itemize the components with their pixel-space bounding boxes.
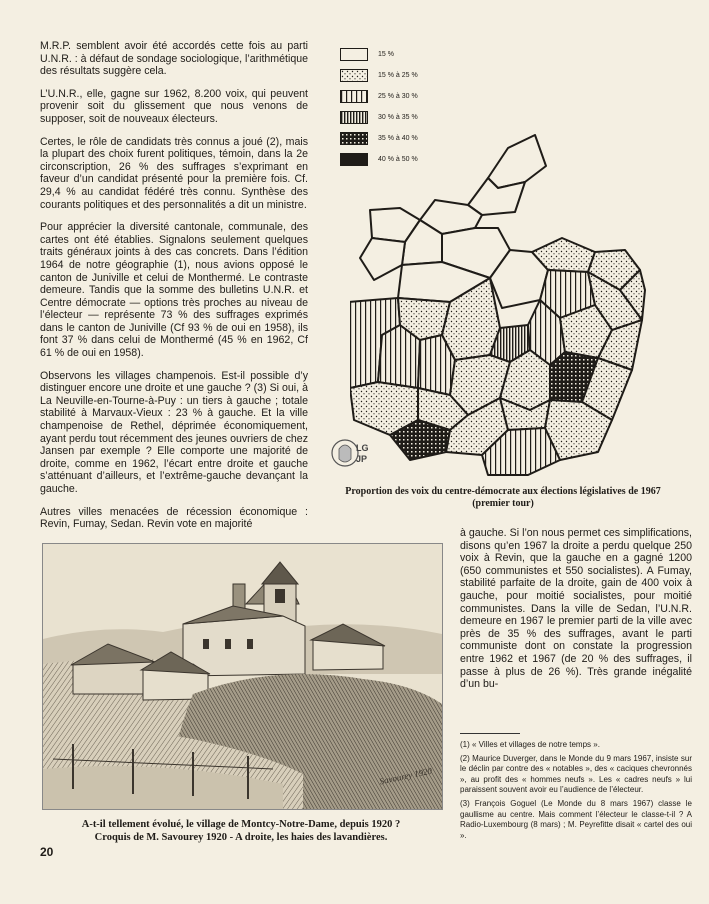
legend-label: 15 % à 25 %: [378, 72, 418, 79]
left-paragraph-3: Certes, le rôle de candidats très connus a joué (2), mais la plupart des choix furent politiques, témoin, dans la 2e circonscription, 26 % des suffrages s’exprimant en faveur d’un candidat présenté pour la première fois. Cf. 29,4 % au candidat fédéré très connu. Synthèse des courants politiques et des personnalités a dit un ministre.: [40, 135, 308, 211]
watermark-stamp: [330, 435, 370, 471]
footnote-divider: [460, 733, 520, 734]
canton-region: [488, 135, 546, 188]
legend-swatch-blank: [340, 48, 368, 61]
footnotes: [460, 740, 692, 844]
footnote-3: (3) François Goguel (Le Monde du 8 mars 1967) classe le gaullisme au centre. Mais comment l’électeur le classe-t-il ? A Radio-Luxembourg (8 mars) ; M. Peyrefitte disait « cartel des oui ».: [460, 798, 692, 840]
legend-item: [340, 68, 460, 83]
left-paragraph-1: M.R.P. semblent avoir été accordés cette fois au parti U.N.R. : à défaut de sondage sociologique, l’arithmétique des résultats suggère cela.: [40, 40, 308, 78]
legend-label: 40 % à 50 %: [378, 156, 418, 163]
legend-swatch-vlines-dense: [340, 111, 368, 124]
right-paragraph: à gauche. Si l’on nous permet ces simplifications, disons qu’en 1967 la droite a perdu quelque 250 voix à Revin, que la gauche en a gagné 1200 (650 communistes et 550 socialistes). A Fumay, stabilité parfaite de la droite, gain de 400 voix à gauche, pour moitié socialistes, pour moitié communistes. Dans la ville de Sedan, l’U.N.R. demeure en 1967 le premier parti de la ville avec près de 35 % des suffrages, avant le parti communiste dont on constate la progression entre 1962 et 1967 (de 20 % des suffrages, il passe à plus de 26 %). Très grande inégalité d’un bu-: [460, 527, 692, 691]
sketch-caption: [44, 819, 438, 844]
page-number: 20: [40, 845, 54, 859]
legend-label: 15 %: [378, 51, 394, 58]
legend-swatch-vlines-wide: [340, 90, 368, 103]
village-sketch: [42, 543, 443, 810]
legend-label: 30 % à 35 %: [378, 114, 418, 121]
sketch-caption-line1: A-t-il tellement évolué, le village de Montcy-Notre-Dame, depuis 1920 ?: [81, 819, 401, 830]
sketch-drawing: [43, 544, 442, 809]
footnote-2: (2) Maurice Duverger, dans le Monde du 9 mars 1967, insiste sur le déclin par contre des « notables », des « caciques chevronnés », au profit des « hommes neufs ». Les « cadres neufs » lui paraissent souvent avoir eu l’audience de l’électeur.: [460, 753, 692, 795]
legend-label: 35 % à 40 %: [378, 135, 418, 142]
left-paragraph-5: Observons les villages champenois. Est-il possible d’y distinguer encore une droite et une gauche ? (3) Si oui, à La Neuville-en-Tourne-à-Puy : un tiers à gauche ; totale stabilité à Marvaux-Vieux : 23 % à gauche. Et la ville champenoise de Rethel, déprimée économiquement, ayant perdu tout récemment des jeunes ouvriers de chez Jansen par exemple ? Elle comporte une majorité de droite, comme en 1962, l’écart entre droite et gauche s’atténuant d’ailleurs, et l’extrême-gauche devançant la gauche.: [40, 369, 308, 495]
legend-item: [340, 110, 460, 125]
map-caption-line1: Proportion des voix du centre-démocrate aux élections législatives de 1967: [345, 486, 661, 497]
canton-map: [350, 130, 650, 480]
legend-label: 25 % à 30 %: [378, 93, 418, 100]
svg-text:JP: JP: [356, 454, 368, 464]
sketch-caption-line2: Croquis de M. Savourey 1920 - A droite, les haies des lavandières.: [94, 831, 388, 843]
map-caption: [318, 486, 688, 510]
left-text-column: [40, 40, 308, 541]
sketch-signature: Savourey 1920: [378, 765, 433, 787]
canton-region: [360, 238, 405, 280]
legend-item: [340, 89, 460, 104]
right-text-column: [460, 527, 692, 691]
legend-swatch-dots: [340, 69, 368, 82]
left-paragraph-6: Autres villes menacées de récession économique : Revin, Fumay, Sedan. Revin vote en majorité: [40, 505, 308, 531]
left-paragraph-2: L’U.N.R., elle, gagne sur 1962, 8.200 voix, qui peuvent provenir soit du glissement que nous venons de supposer, soit de nouveaux électeurs.: [40, 87, 308, 125]
left-paragraph-4: Pour apprécier la diversité cantonale, communale, des cartes ont été établies. Signalons seulement quelques traits généraux joints à des cas concrets. Dans l’édition 1964 de notre géographie (1), nous avions opposé le canton de Juniville et celui de Monthermé. Le contraste demeure. Tandis que la somme des bulletins U.N.R. et Centre démocrate — options très proches au niveau de l’électeur — représente 73 % des suffrages exprimés dans le canton de Juniville (Cf 93 % de oui en 1958), ils font 37 % dans celui de Monthermé (45 % en 1962, Cf 61 % de oui en 1958).: [40, 221, 308, 360]
map-caption-line2: (premier tour): [472, 498, 534, 509]
footnote-1: (1) « Villes et villages de notre temps ».: [460, 740, 600, 749]
legend-item: [340, 47, 460, 62]
svg-text:LG: LG: [356, 443, 369, 453]
